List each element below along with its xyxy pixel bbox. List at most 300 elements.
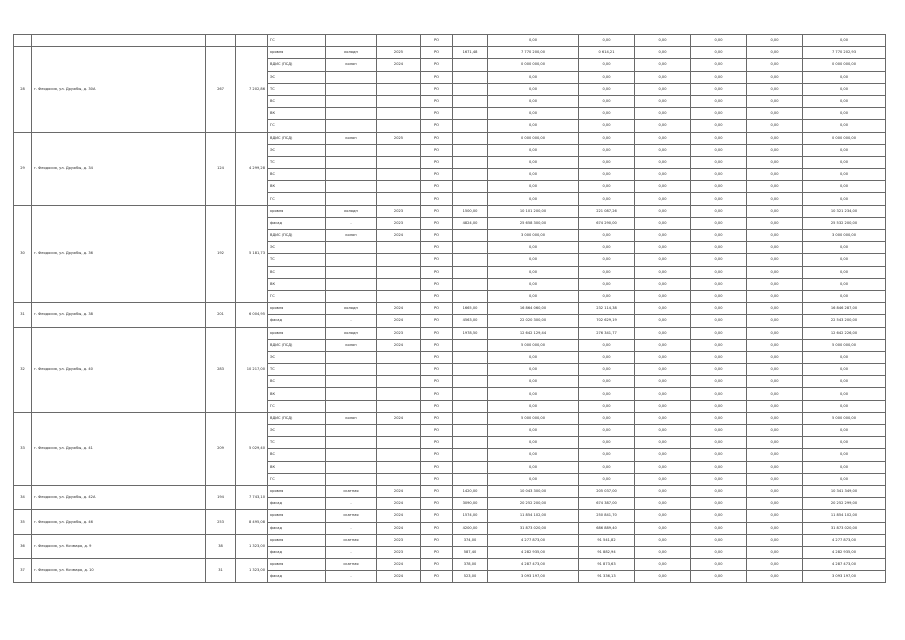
volume-cell [453,120,488,132]
amount-cell: 0,00 [747,485,803,497]
source-cell: РО [421,546,453,558]
total-cell: 0,00 [803,83,886,95]
work-type-cell: ВС [268,449,326,461]
amount-cell: 0,00 [691,278,747,290]
work-type-cell: кровля [268,47,326,59]
source-cell: РО [421,205,453,217]
volume-cell [453,351,488,363]
work-subtype-cell [326,71,377,83]
house-number-cell: 36 [14,534,32,558]
amount-cell: 0,00 [635,522,691,534]
house-area-cell: 283 [206,327,236,412]
cost-cell: 0,00 [488,449,579,461]
source-cell: РО [421,278,453,290]
amount-cell: 0,00 [747,144,803,156]
amount-cell: 91 882,94 [579,546,635,558]
work-type-cell: ВДИС (ПСД) [268,339,326,351]
house-sum-cell: 1 323,00 [236,534,268,558]
table-row [14,534,886,546]
work-subtype-cell [326,449,377,461]
amount-cell: 0,00 [747,449,803,461]
source-cell: РО [421,181,453,193]
cost-cell: 3 093 197,00 [488,571,579,583]
work-type-cell: ГС [268,35,326,47]
year-cell: 2024 [377,485,421,497]
amount-cell: 0,00 [747,388,803,400]
amount-cell: 0,00 [579,120,635,132]
total-cell: 20 252 299,00 [803,498,886,510]
total-cell: 0,00 [803,156,886,168]
volume-cell [453,461,488,473]
amount-cell: 232 114,38 [579,303,635,315]
amount-cell: 0,00 [691,193,747,205]
work-type-cell: ТС [268,364,326,376]
total-cell: 0 000 000,00 [803,59,886,71]
house-number-cell: 30 [14,205,32,303]
volume-cell: 378,00 [453,559,488,571]
year-cell: 2024 [377,412,421,424]
amount-cell: 0,00 [635,534,691,546]
work-type-cell: ВК [268,388,326,400]
source-cell: РО [421,510,453,522]
amount-cell: 0,00 [579,108,635,120]
total-cell: 31 873 020,00 [803,522,886,534]
cost-cell: 22 020 300,00 [488,315,579,327]
amount-cell: 0,00 [747,351,803,363]
house-address-cell: г. Феодосия, ул. Дружбы, д. 38 [32,303,206,327]
amount-cell: 0,00 [635,144,691,156]
house-address-cell: г. Феодосия, ул. Кочмара, д. 10 [32,559,206,583]
amount-cell: 0,00 [747,254,803,266]
total-cell: 0,00 [803,71,886,83]
year-cell: 2025 [377,47,421,59]
cost-cell: 0,00 [488,290,579,302]
year-cell [377,376,421,388]
amount-cell: 0,00 [635,473,691,485]
house-area-cell: 253 [206,510,236,534]
amount-cell: 0,00 [691,71,747,83]
amount-cell: 0,00 [691,498,747,510]
total-cell: 0,00 [803,425,886,437]
year-cell [377,193,421,205]
amount-cell: 0,00 [635,376,691,388]
table-row [14,205,886,217]
cost-cell: 0,00 [488,400,579,412]
amount-cell: 0,00 [691,461,747,473]
amount-cell: 0,00 [579,388,635,400]
volume-cell [453,169,488,181]
total-cell: 0,00 [803,193,886,205]
volume-cell [453,230,488,242]
work-type-cell: ВС [268,95,326,107]
work-subtype-cell [326,156,377,168]
year-cell [377,425,421,437]
volume-cell [453,156,488,168]
house-address-cell: г. Феодосия, ул. Дружбы, д. 41 [32,412,206,485]
cost-cell: 0,00 [488,169,579,181]
year-cell [377,254,421,266]
work-type-cell: ВДИС (ПСД) [268,132,326,144]
total-cell: 0,00 [803,388,886,400]
year-cell [377,437,421,449]
amount-cell: 0,00 [747,425,803,437]
work-subtype-cell [326,388,377,400]
work-subtype-cell: - [326,571,377,583]
cost-cell: 0,00 [488,144,579,156]
volume-cell [453,181,488,193]
amount-cell: 250 841,70 [579,510,635,522]
source-cell: РО [421,35,453,47]
year-cell [377,473,421,485]
work-subtype-cell: колон [326,339,377,351]
amount-cell: 0,00 [579,242,635,254]
year-cell [377,71,421,83]
volume-cell [453,132,488,144]
cost-cell: 11 854 102,00 [488,510,579,522]
total-cell: 4 282 935,00 [803,546,886,558]
volume-cell: 4824,00 [453,217,488,229]
amount-cell: 0,00 [691,559,747,571]
amount-cell: 0,00 [635,193,691,205]
total-cell: 0,00 [803,376,886,388]
total-cell: 0,00 [803,290,886,302]
amount-cell: 0,00 [691,351,747,363]
amount-cell: 0,00 [579,144,635,156]
house-number-cell: 29 [14,132,32,205]
work-subtype-cell [326,120,377,132]
amount-cell: 0,00 [635,217,691,229]
house-number-cell: 32 [14,327,32,412]
table-row [14,35,886,47]
volume-cell: 1420,00 [453,485,488,497]
work-subtype-cell [326,169,377,181]
cost-cell: 0 000 000,00 [488,59,579,71]
work-subtype-cell: колодн [326,205,377,217]
house-sum-cell [236,35,268,47]
house-sum-cell: 5 029,40 [236,412,268,485]
house-address-cell: г. Феодосия, ул. Дружбы, д. 30А [32,47,206,132]
amount-cell: 0,00 [747,169,803,181]
volume-cell: 1978,50 [453,327,488,339]
volume-cell [453,437,488,449]
amount-cell: 0,00 [635,498,691,510]
work-subtype-cell [326,181,377,193]
volume-cell [453,193,488,205]
table-row [14,327,886,339]
work-subtype-cell [326,461,377,473]
year-cell [377,351,421,363]
amount-cell: 0,00 [579,473,635,485]
amount-cell: 0,00 [691,181,747,193]
amount-cell: 0,00 [635,303,691,315]
work-type-cell: ВДИС (ПСД) [268,230,326,242]
amount-cell: 91 873,63 [579,559,635,571]
total-cell: 0,00 [803,254,886,266]
cost-cell: 5 000 000,00 [488,339,579,351]
work-subtype-cell: - [326,315,377,327]
cost-cell: 0,00 [488,278,579,290]
amount-cell: 0,00 [691,144,747,156]
amount-cell: 0,00 [635,571,691,583]
house-number-cell: 28 [14,47,32,132]
work-subtype-cell: колон [326,230,377,242]
source-cell: РО [421,571,453,583]
amount-cell: 0,00 [635,95,691,107]
work-subtype-cell [326,266,377,278]
amount-cell: 0,00 [691,449,747,461]
work-type-cell: фасад [268,315,326,327]
house-sum-cell: 7 202,86 [236,47,268,132]
house-number-cell: 35 [14,510,32,534]
amount-cell: 0,00 [579,339,635,351]
amount-cell: 0,00 [747,412,803,424]
house-address-cell: г. Феодосия, ул. Дружбы, д. 40 [32,327,206,412]
amount-cell: 221 087,26 [579,205,635,217]
amount-cell: 0,00 [691,364,747,376]
amount-cell: 0,00 [635,449,691,461]
amount-cell: 0,00 [635,242,691,254]
amount-cell: 0,00 [635,364,691,376]
amount-cell: 0,00 [635,35,691,47]
work-type-cell: ТС [268,254,326,266]
source-cell: РО [421,156,453,168]
amount-cell: 0,00 [747,546,803,558]
cost-cell: 0,00 [488,388,579,400]
amount-cell: 0,00 [579,181,635,193]
total-cell: 0,00 [803,351,886,363]
volume-cell: 523,00 [453,571,488,583]
source-cell: РО [421,120,453,132]
work-subtype-cell [326,290,377,302]
cost-cell: 25 658 300,00 [488,217,579,229]
year-cell: 2023 [377,534,421,546]
cost-cell: 0,00 [488,242,579,254]
year-cell: 2024 [377,59,421,71]
work-subtype-cell [326,108,377,120]
house-sum-cell: 4 299,28 [236,132,268,205]
source-cell: РО [421,400,453,412]
source-cell: РО [421,522,453,534]
volume-cell: 3090,00 [453,498,488,510]
amount-cell: 0,00 [747,522,803,534]
amount-cell: 0,00 [579,266,635,278]
work-subtype-cell [326,193,377,205]
work-subtype-cell: колодн [326,303,377,315]
source-cell: РО [421,498,453,510]
house-sum-cell: 5 181,73 [236,205,268,303]
work-type-cell: ГС [268,193,326,205]
amount-cell: 0,00 [747,315,803,327]
amount-cell: 0,00 [635,266,691,278]
source-cell: РО [421,132,453,144]
volume-cell: 374,00 [453,534,488,546]
volume-cell [453,339,488,351]
source-cell: РО [421,473,453,485]
amount-cell: 0,00 [691,47,747,59]
amount-cell: 0,00 [635,47,691,59]
year-cell [377,364,421,376]
amount-cell: 0,00 [579,351,635,363]
work-type-cell: кровля [268,485,326,497]
work-type-cell: ЭС [268,351,326,363]
work-subtype-cell: скатная [326,559,377,571]
work-subtype-cell: колон [326,59,377,71]
amount-cell: 0,00 [747,83,803,95]
cost-cell: 0,00 [488,193,579,205]
source-cell: РО [421,83,453,95]
work-subtype-cell [326,83,377,95]
amount-cell: 0,00 [579,83,635,95]
volume-cell: 587,40 [453,546,488,558]
year-cell [377,120,421,132]
cost-cell: 0,00 [488,95,579,107]
source-cell: РО [421,315,453,327]
year-cell: 2024 [377,230,421,242]
amount-cell: 0,00 [579,364,635,376]
total-cell: 0 000 000,00 [803,132,886,144]
amount-cell: 0,00 [635,315,691,327]
amount-cell: 0,00 [691,510,747,522]
work-subtype-cell [326,473,377,485]
house-number-cell: 37 [14,559,32,583]
amount-cell: 0,00 [691,35,747,47]
amount-cell: 0,00 [691,485,747,497]
amount-cell: 0,00 [635,327,691,339]
amount-cell: 0,00 [691,425,747,437]
amount-cell: 0,00 [635,120,691,132]
cost-cell: 0,00 [488,473,579,485]
work-type-cell: ЭС [268,242,326,254]
amount-cell: 0,00 [579,193,635,205]
cost-cell: 0,00 [488,425,579,437]
total-cell: 5 000 000,00 [803,339,886,351]
house-address-cell: г. Феодосия, ул. Дружбы, д. 46 [32,510,206,534]
amount-cell: 0,00 [691,376,747,388]
amount-cell: 0,00 [691,546,747,558]
house-area-cell: 201 [206,303,236,327]
source-cell: РО [421,230,453,242]
amount-cell: 0,00 [691,217,747,229]
amount-cell: 0,00 [747,534,803,546]
house-number-cell [14,35,32,47]
cost-cell: 0,00 [488,266,579,278]
cost-cell: 7 770 200,00 [488,47,579,59]
total-cell: 0,00 [803,35,886,47]
amount-cell: 0,00 [579,376,635,388]
work-type-cell: ВС [268,376,326,388]
work-subtype-cell [326,400,377,412]
amount-cell: 0,00 [747,278,803,290]
total-cell: 11 854 102,00 [803,510,886,522]
cost-cell: 16 864 060,00 [488,303,579,315]
amount-cell: 0,00 [747,47,803,59]
amount-cell: 0,00 [579,461,635,473]
amount-cell: 0,00 [691,83,747,95]
amount-cell: 0,00 [635,169,691,181]
work-type-cell: ТС [268,83,326,95]
amount-cell: 0,00 [691,254,747,266]
source-cell: РО [421,412,453,424]
volume-cell: 4200,00 [453,522,488,534]
amount-cell: 0,00 [691,303,747,315]
source-cell: РО [421,327,453,339]
work-type-cell: ВДИС (ПСД) [268,412,326,424]
amount-cell: 0,00 [635,339,691,351]
amount-cell: 0,00 [635,156,691,168]
cost-cell: 3 000 000,00 [488,230,579,242]
year-cell: 2023 [377,217,421,229]
amount-cell: 0,00 [747,108,803,120]
work-type-cell: ТС [268,437,326,449]
work-subtype-cell: - [326,217,377,229]
amount-cell: 0,00 [579,156,635,168]
year-cell [377,266,421,278]
work-type-cell: фасад [268,571,326,583]
year-cell [377,83,421,95]
work-type-cell: ВК [268,461,326,473]
total-cell: 3 000 000,00 [803,230,886,242]
cost-cell: 20 252 200,00 [488,498,579,510]
amount-cell: 0,00 [747,35,803,47]
cost-cell: 0,00 [488,156,579,168]
total-cell: 3 093 197,00 [803,571,886,583]
total-cell: 22 543 200,00 [803,315,886,327]
year-cell: 2023 [377,546,421,558]
amount-cell: 0,00 [635,205,691,217]
total-cell: 0,00 [803,120,886,132]
year-cell [377,290,421,302]
amount-cell: 0,00 [747,473,803,485]
year-cell [377,278,421,290]
amount-cell: 0,00 [579,230,635,242]
source-cell: РО [421,559,453,571]
amount-cell: 0,00 [691,120,747,132]
volume-cell [453,290,488,302]
house-sum-cell: 7 743,10 [236,485,268,509]
work-subtype-cell: колодн [326,47,377,59]
house-address-cell [32,35,206,47]
source-cell: РО [421,266,453,278]
house-number-cell: 33 [14,412,32,485]
cost-cell: 0,00 [488,71,579,83]
amount-cell: 0,00 [747,132,803,144]
amount-cell: 0,00 [691,169,747,181]
amount-cell: 0,00 [579,278,635,290]
cost-cell: 31 873 020,00 [488,522,579,534]
work-subtype-cell [326,351,377,363]
cost-cell: 0,00 [488,83,579,95]
amount-cell: 0,00 [579,290,635,302]
volume-cell [453,95,488,107]
year-cell: 2024 [377,522,421,534]
work-type-cell: ВС [268,266,326,278]
work-type-cell: ВК [268,181,326,193]
amount-cell: 0,00 [635,278,691,290]
cost-cell: 0 000 000,00 [488,132,579,144]
source-cell: РО [421,485,453,497]
house-sum-cell: 6 004,95 [236,303,268,327]
amount-cell: 0,00 [635,461,691,473]
amount-cell: 0,00 [691,108,747,120]
source-cell: РО [421,144,453,156]
amount-cell: 674 387,00 [579,498,635,510]
work-type-cell: кровля [268,534,326,546]
total-cell: 0,00 [803,473,886,485]
amount-cell: 0,00 [691,242,747,254]
source-cell: РО [421,376,453,388]
amount-cell: 0,00 [579,132,635,144]
amount-cell: 0,00 [579,95,635,107]
